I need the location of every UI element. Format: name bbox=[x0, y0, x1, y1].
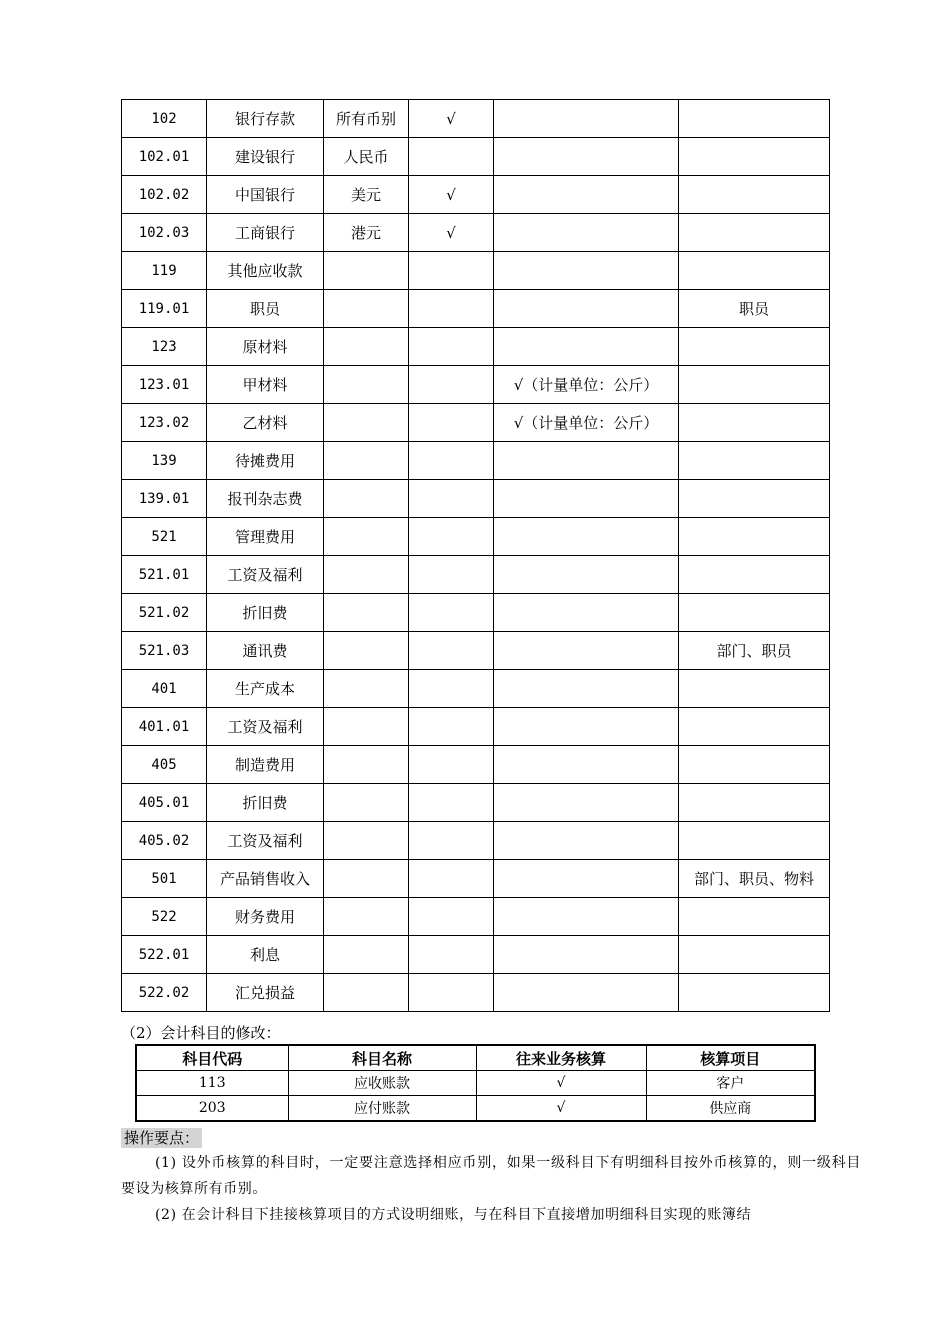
cell-quantity bbox=[494, 290, 679, 328]
cell-currency: 人民币 bbox=[324, 138, 409, 176]
table-row bbox=[122, 214, 830, 252]
modification-table-header bbox=[136, 1045, 815, 1071]
cell-name: 折旧费 bbox=[207, 784, 324, 822]
cell-name: 原材料 bbox=[207, 328, 324, 366]
cell-check: √ bbox=[476, 1071, 646, 1096]
cell-fx bbox=[409, 898, 494, 936]
cell-items bbox=[679, 708, 830, 746]
cell-fx bbox=[409, 822, 494, 860]
cell-code: 521.01 bbox=[122, 556, 207, 594]
cell-currency bbox=[324, 518, 409, 556]
cell-quantity bbox=[494, 708, 679, 746]
cell-name: 应收账款 bbox=[288, 1071, 476, 1096]
note-paragraph-2-text: (2) 在会计科目下挂接核算项目的方式设明细账，与在科目下直接增加明细科目实现的账簿结 bbox=[155, 1207, 752, 1223]
cell-items bbox=[679, 784, 830, 822]
cell-fx bbox=[409, 784, 494, 822]
cell-items bbox=[679, 442, 830, 480]
table-row bbox=[122, 100, 830, 138]
cell-quantity bbox=[494, 746, 679, 784]
table-row bbox=[122, 480, 830, 518]
accounts-table-body bbox=[122, 100, 830, 1012]
table-row bbox=[122, 784, 830, 822]
cell-name: 利息 bbox=[207, 936, 324, 974]
cell-code: 405.01 bbox=[122, 784, 207, 822]
cell-items: 职员 bbox=[679, 290, 830, 328]
cell-fx: √ bbox=[409, 100, 494, 138]
cell-items bbox=[679, 936, 830, 974]
cell-items bbox=[679, 898, 830, 936]
cell-name: 工资及福利 bbox=[207, 822, 324, 860]
cell-name: 汇兑损益 bbox=[207, 974, 324, 1012]
cell-currency bbox=[324, 252, 409, 290]
cell-fx bbox=[409, 632, 494, 670]
modification-table bbox=[135, 1044, 816, 1122]
cell-name: 财务费用 bbox=[207, 898, 324, 936]
cell-quantity bbox=[494, 898, 679, 936]
accounts-table bbox=[121, 99, 830, 1012]
cell-code: 123.01 bbox=[122, 366, 207, 404]
cell-quantity bbox=[494, 214, 679, 252]
cell-code: 139.01 bbox=[122, 480, 207, 518]
cell-quantity bbox=[494, 176, 679, 214]
cell-currency: 所有币别 bbox=[324, 100, 409, 138]
cell-quantity bbox=[494, 594, 679, 632]
cell-code: 123.02 bbox=[122, 404, 207, 442]
section-2-title: （2）会计科目的修改： bbox=[121, 1024, 281, 1042]
cell-code: 521.02 bbox=[122, 594, 207, 632]
cell-currency bbox=[324, 480, 409, 518]
cell-fx bbox=[409, 860, 494, 898]
cell-name: 产品销售收入 bbox=[207, 860, 324, 898]
cell-currency bbox=[324, 290, 409, 328]
cell-currency bbox=[324, 594, 409, 632]
table-row bbox=[122, 860, 830, 898]
table-row bbox=[122, 518, 830, 556]
cell-items bbox=[679, 974, 830, 1012]
note-paragraph-2 bbox=[121, 1202, 861, 1228]
cell-code: 522 bbox=[122, 898, 207, 936]
cell-name: 待摊费用 bbox=[207, 442, 324, 480]
cell-quantity bbox=[494, 670, 679, 708]
cell-fx bbox=[409, 290, 494, 328]
cell-currency bbox=[324, 974, 409, 1012]
cell-currency bbox=[324, 822, 409, 860]
table-row bbox=[136, 1071, 815, 1096]
cell-currency bbox=[324, 670, 409, 708]
cell-items bbox=[679, 214, 830, 252]
cell-fx bbox=[409, 518, 494, 556]
cell-code: 139 bbox=[122, 442, 207, 480]
table-row bbox=[122, 898, 830, 936]
cell-check: √ bbox=[476, 1096, 646, 1122]
cell-code: 401 bbox=[122, 670, 207, 708]
cell-name: 管理费用 bbox=[207, 518, 324, 556]
cell-quantity bbox=[494, 100, 679, 138]
header-accounting-items: 核算项目 bbox=[646, 1045, 815, 1071]
table-row bbox=[122, 252, 830, 290]
cell-quantity bbox=[494, 860, 679, 898]
cell-code: 521 bbox=[122, 518, 207, 556]
cell-quantity: √（计量单位：公斤） bbox=[494, 404, 679, 442]
cell-items bbox=[679, 822, 830, 860]
table-row bbox=[122, 328, 830, 366]
cell-name: 中国银行 bbox=[207, 176, 324, 214]
cell-currency: 美元 bbox=[324, 176, 409, 214]
cell-items: 客户 bbox=[646, 1071, 815, 1096]
cell-currency bbox=[324, 556, 409, 594]
table-row bbox=[122, 632, 830, 670]
cell-currency: 港元 bbox=[324, 214, 409, 252]
cell-quantity bbox=[494, 518, 679, 556]
cell-currency bbox=[324, 936, 409, 974]
table-row bbox=[122, 746, 830, 784]
cell-name: 工商银行 bbox=[207, 214, 324, 252]
cell-quantity bbox=[494, 784, 679, 822]
cell-quantity bbox=[494, 442, 679, 480]
table-row bbox=[122, 176, 830, 214]
cell-name: 折旧费 bbox=[207, 594, 324, 632]
cell-quantity bbox=[494, 822, 679, 860]
cell-currency bbox=[324, 784, 409, 822]
cell-code: 119 bbox=[122, 252, 207, 290]
cell-code: 522.02 bbox=[122, 974, 207, 1012]
cell-name: 生产成本 bbox=[207, 670, 324, 708]
cell-name: 工资及福利 bbox=[207, 556, 324, 594]
cell-quantity bbox=[494, 328, 679, 366]
cell-currency bbox=[324, 746, 409, 784]
cell-name: 银行存款 bbox=[207, 100, 324, 138]
table-row bbox=[122, 822, 830, 860]
cell-items bbox=[679, 480, 830, 518]
cell-name: 制造费用 bbox=[207, 746, 324, 784]
cell-fx: √ bbox=[409, 176, 494, 214]
cell-fx bbox=[409, 328, 494, 366]
cell-items: 供应商 bbox=[646, 1096, 815, 1122]
cell-name: 应付账款 bbox=[288, 1096, 476, 1122]
cell-code: 102.02 bbox=[122, 176, 207, 214]
table-row bbox=[122, 556, 830, 594]
table-row bbox=[122, 708, 830, 746]
table-row bbox=[122, 442, 830, 480]
cell-code: 522.01 bbox=[122, 936, 207, 974]
table-row bbox=[122, 594, 830, 632]
cell-code: 119.01 bbox=[122, 290, 207, 328]
cell-quantity bbox=[494, 138, 679, 176]
cell-items bbox=[679, 366, 830, 404]
cell-fx bbox=[409, 556, 494, 594]
cell-name: 工资及福利 bbox=[207, 708, 324, 746]
cell-code: 123 bbox=[122, 328, 207, 366]
cell-items bbox=[679, 594, 830, 632]
table-row bbox=[136, 1096, 815, 1122]
cell-fx bbox=[409, 252, 494, 290]
cell-currency bbox=[324, 632, 409, 670]
table-row bbox=[122, 366, 830, 404]
cell-code: 521.03 bbox=[122, 632, 207, 670]
cell-quantity bbox=[494, 936, 679, 974]
cell-code: 203 bbox=[136, 1096, 288, 1122]
cell-items: 部门、职员 bbox=[679, 632, 830, 670]
cell-fx bbox=[409, 366, 494, 404]
cell-code: 405 bbox=[122, 746, 207, 784]
cell-items bbox=[679, 100, 830, 138]
cell-quantity: √（计量单位：公斤） bbox=[494, 366, 679, 404]
cell-items bbox=[679, 404, 830, 442]
table-row bbox=[122, 974, 830, 1012]
header-account-code: 科目代码 bbox=[136, 1045, 288, 1071]
cell-currency bbox=[324, 442, 409, 480]
note-paragraph-1-text: (1) 设外币核算的科目时，一定要注意选择相应币别，如果一级科目下有明细科目按外币核算的，则一级科目要设为核算所有币别。 bbox=[121, 1155, 861, 1197]
cell-name: 其他应收款 bbox=[207, 252, 324, 290]
cell-items: 部门、职员、物料 bbox=[679, 860, 830, 898]
cell-name: 通讯费 bbox=[207, 632, 324, 670]
cell-items bbox=[679, 176, 830, 214]
cell-code: 102.01 bbox=[122, 138, 207, 176]
cell-fx bbox=[409, 480, 494, 518]
cell-currency bbox=[324, 404, 409, 442]
cell-fx bbox=[409, 974, 494, 1012]
cell-code: 102.03 bbox=[122, 214, 207, 252]
cell-fx bbox=[409, 670, 494, 708]
cell-code: 401.01 bbox=[122, 708, 207, 746]
cell-currency bbox=[324, 898, 409, 936]
cell-currency bbox=[324, 708, 409, 746]
note-paragraph-1 bbox=[121, 1150, 861, 1202]
cell-fx bbox=[409, 936, 494, 974]
cell-code: 405.02 bbox=[122, 822, 207, 860]
table-row bbox=[122, 670, 830, 708]
table-row bbox=[122, 404, 830, 442]
cell-items bbox=[679, 138, 830, 176]
cell-currency bbox=[324, 366, 409, 404]
cell-fx bbox=[409, 746, 494, 784]
cell-currency bbox=[324, 328, 409, 366]
cell-name: 甲材料 bbox=[207, 366, 324, 404]
cell-items bbox=[679, 328, 830, 366]
cell-name: 乙材料 bbox=[207, 404, 324, 442]
cell-items bbox=[679, 518, 830, 556]
notes-title: 操作要点： bbox=[121, 1128, 202, 1148]
cell-items bbox=[679, 556, 830, 594]
cell-name: 报刊杂志费 bbox=[207, 480, 324, 518]
header-transaction-accounting: 往来业务核算 bbox=[476, 1045, 646, 1071]
cell-name: 职员 bbox=[207, 290, 324, 328]
cell-code: 102 bbox=[122, 100, 207, 138]
table-row bbox=[122, 138, 830, 176]
cell-items bbox=[679, 746, 830, 784]
table-row bbox=[122, 936, 830, 974]
cell-fx: √ bbox=[409, 214, 494, 252]
cell-fx bbox=[409, 442, 494, 480]
cell-items bbox=[679, 252, 830, 290]
table-row bbox=[122, 290, 830, 328]
cell-fx bbox=[409, 138, 494, 176]
cell-currency bbox=[324, 860, 409, 898]
header-account-name: 科目名称 bbox=[288, 1045, 476, 1071]
cell-quantity bbox=[494, 556, 679, 594]
cell-code: 113 bbox=[136, 1071, 288, 1096]
cell-fx bbox=[409, 594, 494, 632]
cell-code: 501 bbox=[122, 860, 207, 898]
cell-fx bbox=[409, 404, 494, 442]
cell-quantity bbox=[494, 480, 679, 518]
cell-quantity bbox=[494, 252, 679, 290]
cell-items bbox=[679, 670, 830, 708]
cell-fx bbox=[409, 708, 494, 746]
cell-quantity bbox=[494, 632, 679, 670]
cell-name: 建设银行 bbox=[207, 138, 324, 176]
cell-quantity bbox=[494, 974, 679, 1012]
